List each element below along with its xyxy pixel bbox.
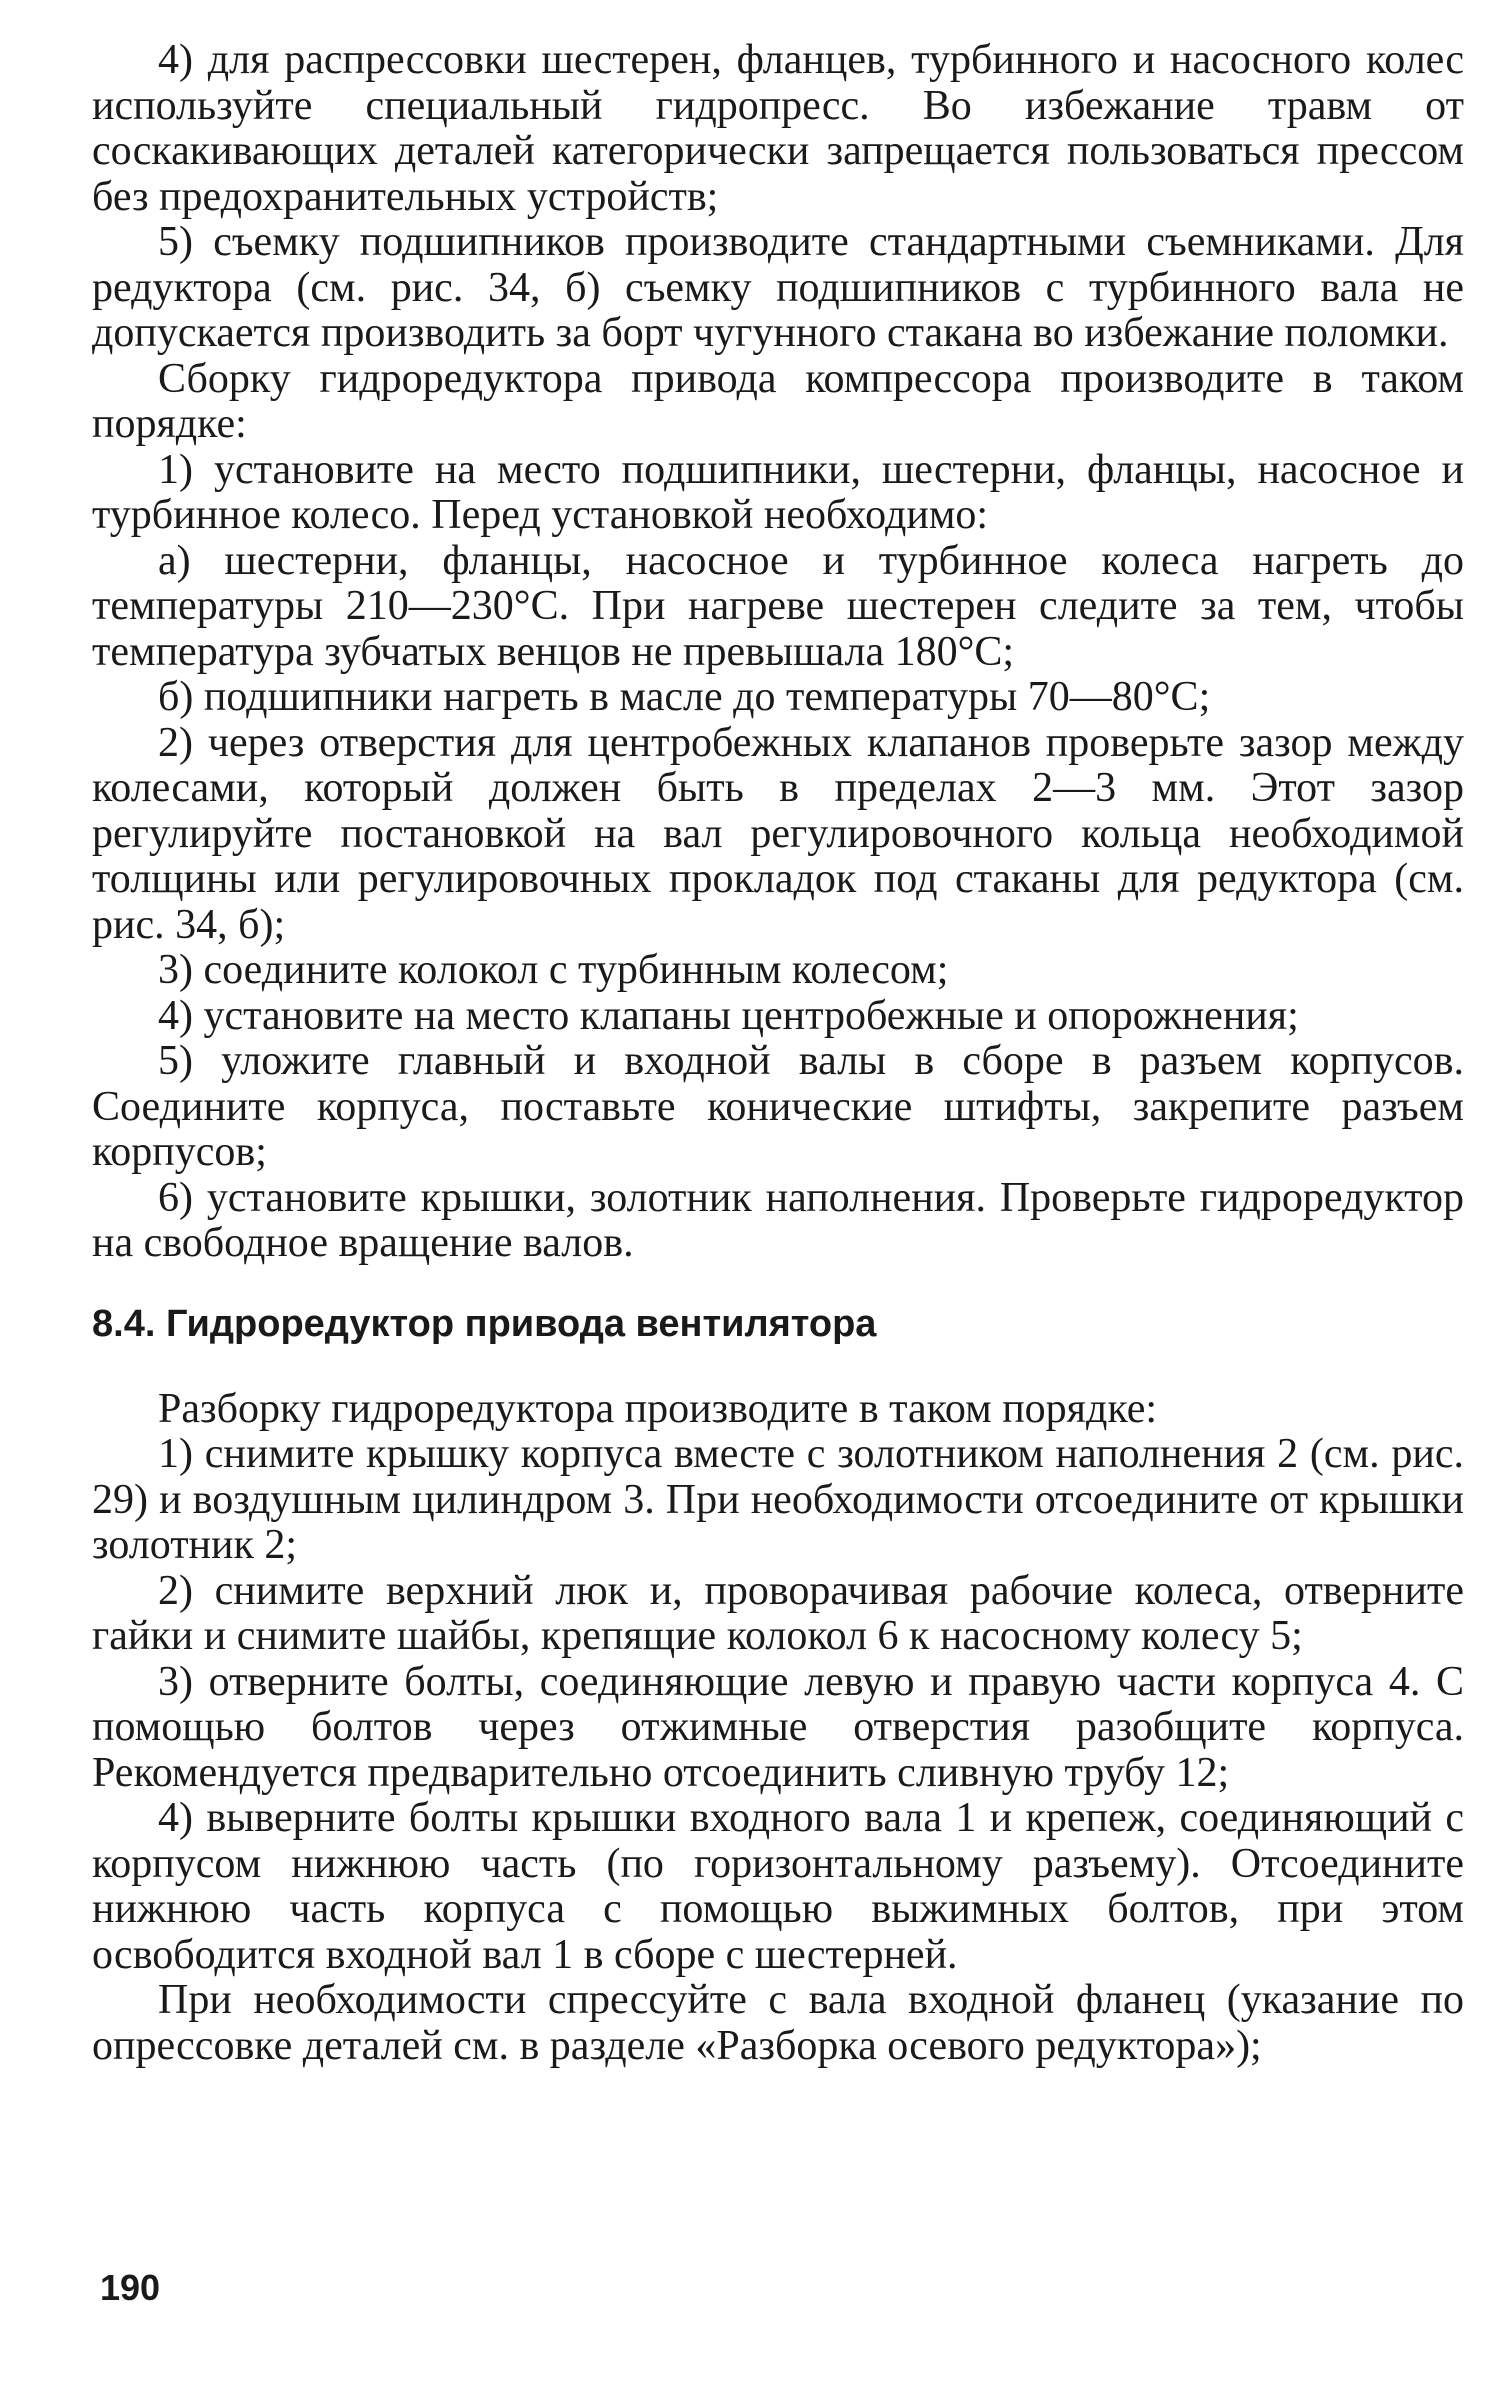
paragraph-step-1b-bearings: б) подшипники нагреть в масле до температуры 70—80°С; xyxy=(158,674,1211,720)
paragraph-step-5-shafts: 5) уложите главный и входной валы в сборе в разъем корпусов. Соедините корпуса, поставьте конические штифты, закрепите разъем корпусов; xyxy=(92,1038,1464,1175)
paragraph-step-3-bell: 3) соедините колокол с турбинным колесом; xyxy=(158,947,949,993)
paragraph-bearing-removal: 5) съемку подшипников производите стандартными съемниками. Для редуктора (см. рис. 34, б) съемку подшипников с турбинного вала не допускается производить за борт чугунного стакана во избежание поломки. xyxy=(92,219,1464,356)
paragraph-disassembly-intro: Разборку гидроредуктора производите в таком порядке: xyxy=(158,1385,1158,1432)
section-heading: 8.4. Гидроредуктор привода вентилятора xyxy=(92,1302,877,1345)
paragraph-disassembly-step-2: 2) снимите верхний люк и, проворачивая рабочие колеса, отверните гайки и снимите шайбы, крепящие колокол 6 к насосному колесу 5; xyxy=(92,1567,1464,1659)
paragraph-disassembly-step-4: 4) выверните болты крышки входного вала 1 и крепеж, соединяющий с корпусом нижнюю часть (по горизонтальному разъему). Отсоедините нижнюю часть корпуса с помощью выжимных болтов, при этом освободится входной вал 1 в сборе с шестерней. xyxy=(92,1795,1464,1978)
paragraph-assembly-intro: Сборку гидроредуктора привода компрессора производите в таком порядке: xyxy=(92,355,1464,447)
paragraph-press-disassembly: 4) для распрессовки шестерен, фланцев, турбинного и насосного колес используйте специальный гидропресс. Во избежание травм от соскакивающих деталей категорически запрещается пользоваться прессом без предохранительных устройств; xyxy=(92,37,1464,220)
paragraph-step-1-install: 1) установите на место подшипники, шестерни, фланцы, насосное и турбинное колесо. Перед установкой необходимо: xyxy=(92,446,1464,538)
paragraph-step-1a-heating: а) шестерни, фланцы, насосное и турбинное колеса нагреть до температуры 210—230°С. При нагреве шестерен следите за тем, чтобы температура зубчатых венцов не превышала 180°С; xyxy=(92,537,1464,675)
paragraph-step-4-valves: 4) установите на место клапаны центробежные и опорожнения; xyxy=(158,992,1299,1039)
page-body xyxy=(92,38,1464,2069)
paragraph-flange-pressing: При необходимости спрессуйте с вала входной фланец (указание по опрессовке деталей см. в разделе «Разборка осевого редуктора»); xyxy=(92,1977,1464,2069)
paragraph-step-2-clearance: 2) через отверстия для центробежных клапанов проверьте зазор между колесами, который должен быть в пределах 2—3 мм. Этот зазор регулируйте постановкой на вал регулировочного кольца необходимой толщины или регулировочных прокладок под стаканы для редуктора (см. рис. 34, б); xyxy=(92,719,1464,948)
paragraph-step-6-covers: 6) установите крышки, золотник наполнения. Проверьте гидроредуктор на свободное вращение валов. xyxy=(92,1174,1464,1266)
page-number: 190 xyxy=(100,2267,161,2308)
paragraph-disassembly-step-3: 3) отверните болты, соединяющие левую и правую части корпуса 4. С помощью болтов через отжимные отверстия разобщите корпуса. Рекомендуется предварительно отсоединить сливную трубу 12; xyxy=(92,1658,1464,1796)
paragraph-disassembly-step-1: 1) снимите крышку корпуса вместе с золотником наполнения 2 (см. рис. 29) и воздушным цилиндром 3. При необходимости отсоедините от крышки золотник 2; xyxy=(92,1431,1464,1568)
